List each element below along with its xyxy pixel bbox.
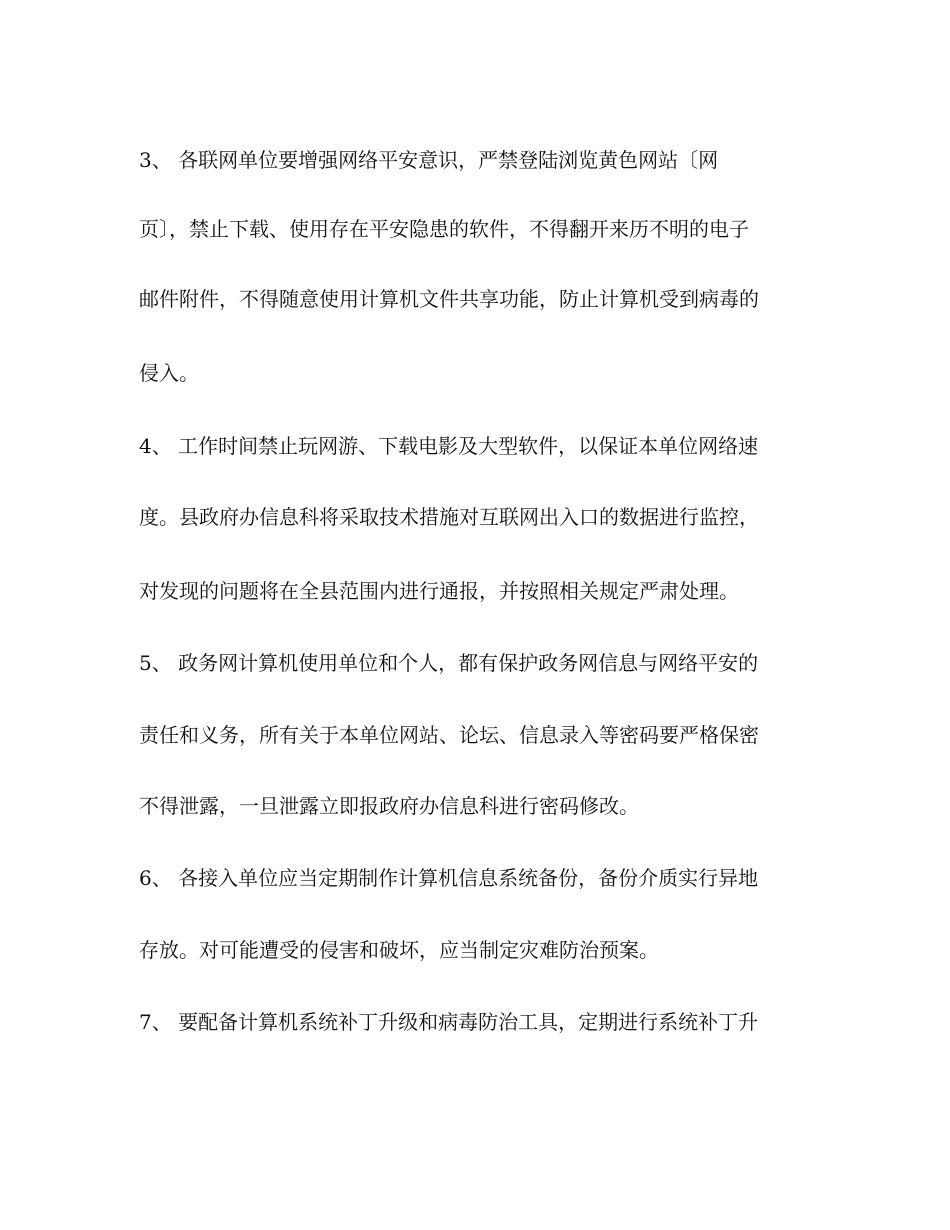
text-line-11: 6、 各接入单位应当定期制作计算机信息系统备份，备份介质实行异地 xyxy=(139,866,759,890)
text-line-4: 侵入。 xyxy=(139,361,199,385)
text-line-3: 邮件附件，不得随意使用计算机文件共享功能，防止计算机受到病毒的 xyxy=(139,287,759,311)
text-line-7: 对发现的问题将在全县范围内进行通报，并按照相关规定严肃处理。 xyxy=(139,579,739,603)
text-line-5: 4、 工作时间禁止玩网游、下载电影及大型软件，以保证本单位网络速 xyxy=(139,434,759,458)
text-line-13: 7、 要配备计算机系统补丁升级和病毒防治工具，定期进行系统补丁升 xyxy=(139,1010,759,1034)
text-line-2: 页〕，禁止下载、使用存在平安隐患的软件，不得翻开来历不明的电子 xyxy=(139,217,749,241)
text-line-12: 存放。对可能遭受的侵害和破坏，应当制定灾难防治预案。 xyxy=(139,938,659,962)
text-line-8: 5、 政务网计算机使用单位和个人，都有保护政务网信息与网络平安的 xyxy=(139,651,759,675)
text-line-10: 不得泄露，一旦泄露立即报政府办信息科进行密码修改。 xyxy=(139,794,639,818)
text-line-6: 度。县政府办信息科将采取技术措施对互联网出入口的数据进行监控， xyxy=(139,505,759,529)
text-line-1: 3、 各联网单位要增强网络平安意识，严禁登陆浏览黄色网站〔网 xyxy=(139,148,719,172)
text-line-9: 责任和义务，所有关于本单位网站、论坛、信息录入等密码要严格保密 xyxy=(139,723,759,747)
